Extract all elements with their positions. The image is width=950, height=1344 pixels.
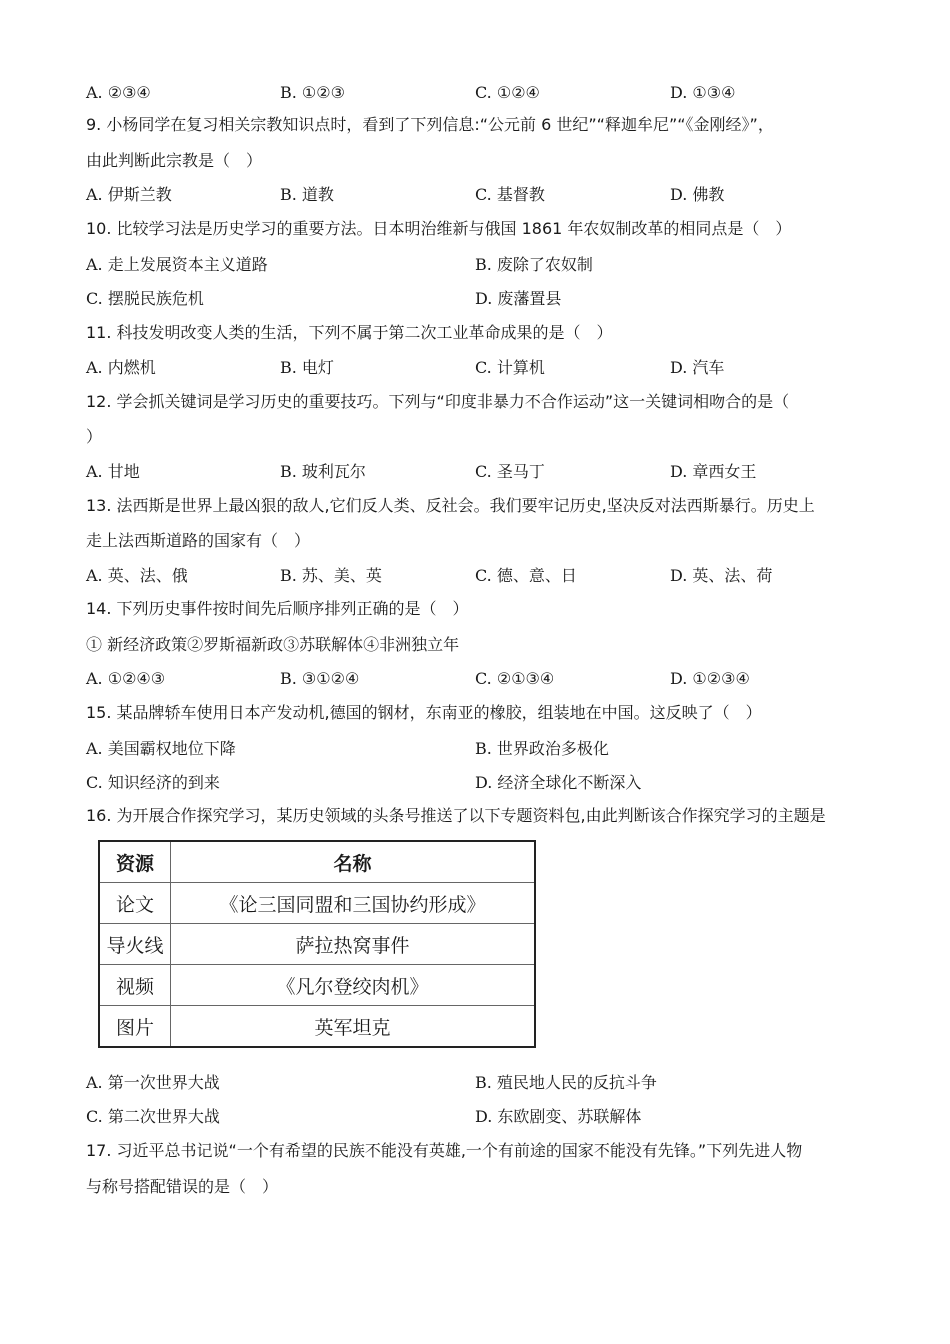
table-header: 名称 [171, 841, 536, 883]
q10-option-a[interactable]: A. 走上发展资本主义道路 [86, 255, 268, 274]
q16-option-b[interactable]: B. 殖民地人民的反抗斗争 [475, 1073, 657, 1092]
table-cell: 萨拉热窝事件 [171, 924, 536, 965]
q10-option-b[interactable]: B. 废除了农奴制 [475, 255, 593, 274]
q11-option-d[interactable]: D. 汽车 [670, 358, 725, 377]
table-cell: 论文 [99, 883, 171, 924]
q12-option-d[interactable]: D. 章西女王 [670, 462, 757, 481]
q14-stem: 14. 下列历史事件按时间先后顺序排列正确的是（ ） [86, 599, 469, 618]
table-row [99, 1006, 535, 1048]
q15-stem: 15. 某品牌轿车使用日本产发动机,德国的钢材，东南亚的橡胶，组装地在中国。这反映了（ ） [86, 703, 762, 722]
q13-option-d[interactable]: D. 英、法、荷 [670, 566, 773, 585]
q11-stem: 11. 科技发明改变人类的生活，下列不属于第二次工业革命成果的是（ ） [86, 323, 613, 342]
q9-option-a[interactable]: A. 伊斯兰教 [86, 185, 172, 204]
table-header: 资源 [99, 841, 171, 883]
q8-option-d[interactable]: D. ①③④ [670, 83, 736, 102]
table-cell: 导火线 [99, 924, 171, 965]
q15-option-c[interactable]: C. 知识经济的到来 [86, 773, 220, 792]
q10-option-c[interactable]: C. 摆脱民族危机 [86, 289, 204, 308]
q11-option-b[interactable]: B. 电灯 [280, 358, 334, 377]
table-cell: 英军坦克 [171, 1006, 536, 1048]
q10-option-d[interactable]: D. 废藩置县 [475, 289, 562, 308]
q16-option-d[interactable]: D. 东欧剧变、苏联解体 [475, 1107, 642, 1126]
table-cell: 视频 [99, 965, 171, 1006]
q17-stem-cont: 与称号搭配错误的是（ ） [86, 1177, 279, 1196]
q16-option-c[interactable]: C. 第二次世界大战 [86, 1107, 220, 1126]
q9-option-b[interactable]: B. 道教 [280, 185, 334, 204]
q12-option-a[interactable]: A. 甘地 [86, 462, 140, 481]
q15-option-b[interactable]: B. 世界政治多极化 [475, 739, 609, 758]
q12-stem: 12. 学会抓关键词是学习历史的重要技巧。下列与“印度非暴力不合作运动”这一关键词相吻合的是（ [86, 392, 790, 411]
table-row [99, 883, 535, 924]
q12-option-c[interactable]: C. 圣马丁 [475, 462, 545, 481]
q14-option-a[interactable]: A. ①②④③ [86, 669, 166, 688]
table-cell: 《凡尔登绞肉机》 [171, 965, 536, 1006]
q11-option-c[interactable]: C. 计算机 [475, 358, 545, 377]
q14-option-d[interactable]: D. ①②③④ [670, 669, 750, 688]
q14-option-c[interactable]: C. ②①③④ [475, 669, 555, 688]
q15-option-d[interactable]: D. 经济全球化不断深入 [475, 773, 642, 792]
q13-option-b[interactable]: B. 苏、美、英 [280, 566, 382, 585]
q17-stem: 17. 习近平总书记说“一个有希望的民族不能没有英雄,一个有前途的国家不能没有先锋。”下列先进人物 [86, 1141, 803, 1160]
q9-stem-cont: 由此判断此宗教是（ ） [86, 151, 263, 170]
q12-option-b[interactable]: B. 玻利瓦尔 [280, 462, 366, 481]
q8-option-c[interactable]: C. ①②④ [475, 83, 540, 102]
q16-resource-table [98, 840, 536, 1048]
q8-option-a[interactable]: A. ②③④ [86, 83, 151, 102]
q13-option-c[interactable]: C. 德、意、日 [475, 566, 577, 585]
table-cell: 图片 [99, 1006, 171, 1048]
q9-option-c[interactable]: C. 基督教 [475, 185, 545, 204]
table-row [99, 965, 535, 1006]
q14-option-b[interactable]: B. ③①②④ [280, 669, 360, 688]
q16-option-a[interactable]: A. 第一次世界大战 [86, 1073, 220, 1092]
q9-option-d[interactable]: D. 佛教 [670, 185, 725, 204]
table-row [99, 924, 535, 965]
q8-option-b[interactable]: B. ①②③ [280, 83, 345, 102]
q15-option-a[interactable]: A. 美国霸权地位下降 [86, 739, 236, 758]
q13-stem: 13. 法西斯是世界上最凶狠的敌人,它们反人类、反社会。我们要牢记历史,坚决反对法西斯暴行。历史上 [86, 496, 815, 515]
q14-events: ① 新经济政策②罗斯福新政③苏联解体④非洲独立年 [86, 635, 460, 654]
table-cell: 《论三国同盟和三国协约形成》 [171, 883, 536, 924]
q16-stem: 16. 为开展合作探究学习，某历史领域的头条号推送了以下专题资料包,由此判断该合作探究学习的主题是 [86, 806, 826, 825]
q9-stem: 9. 小杨同学在复习相关宗教知识点时，看到了下列信息:“公元前 6 世纪”“释迦牟尼”“《金刚经》”， [86, 115, 774, 134]
q10-stem: 10. 比较学习法是历史学习的重要方法。日本明治维新与俄国 1861 年农奴制改革的相同点是（ ） [86, 219, 792, 238]
q13-option-a[interactable]: A. 英、法、俄 [86, 566, 188, 585]
q11-option-a[interactable]: A. 内燃机 [86, 358, 156, 377]
q13-stem-cont: 走上法西斯道路的国家有（ ） [86, 531, 311, 550]
table-header-row [99, 841, 535, 883]
q12-stem-cont: ） [86, 427, 103, 446]
